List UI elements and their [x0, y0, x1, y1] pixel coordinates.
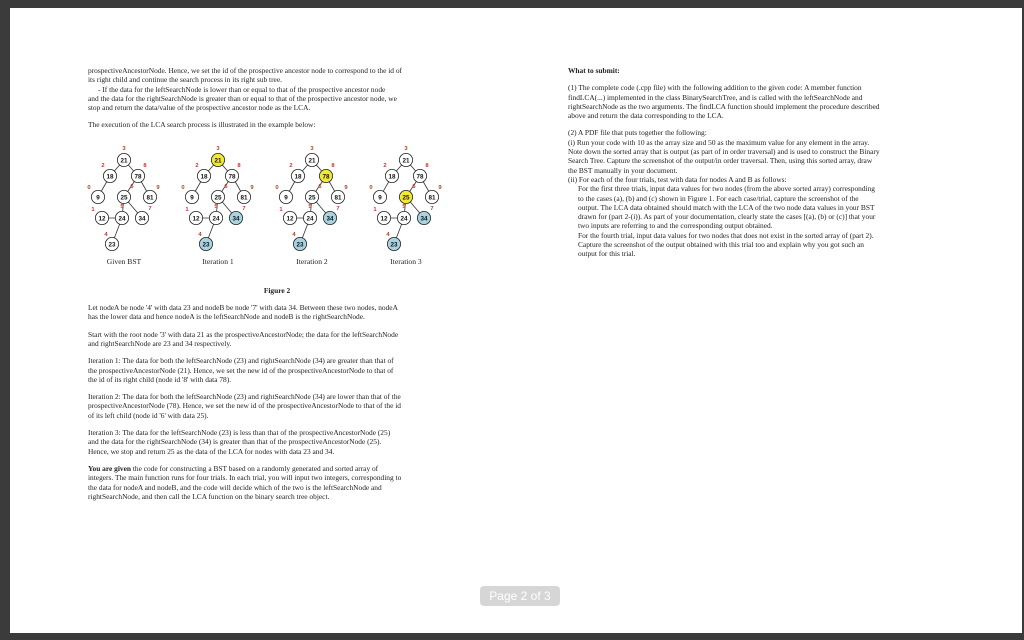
tree-node-value: 21	[120, 157, 128, 165]
tree-node-value: 23	[296, 241, 304, 249]
tree-node-value: 34	[326, 215, 334, 223]
tree-node-id: 0	[275, 184, 279, 191]
tree-node-id: 2	[383, 162, 387, 169]
paragraph: Let nodeA be node '4' with data 23 and nodeB be node '7' with data 34. Between these two nodes, nodeA has the lower data and hence nodeA is the leftSearchNode and nodeB is the rightSearchNode.	[88, 303, 398, 322]
tree-node-id: 5	[308, 203, 312, 210]
paragraph: - If the data for the leftSearchNode is lower than or equal to that of the prospective ancestor node	[98, 84, 386, 94]
right-column	[568, 66, 950, 259]
tree-node-value: 34	[420, 215, 428, 223]
bst-tree	[87, 146, 160, 266]
tree-node-id: 1	[91, 206, 95, 213]
tree-node-id: 7	[148, 205, 152, 212]
tree-label: Given BST	[106, 256, 142, 266]
bst-figure	[88, 136, 466, 286]
tree-node-value: 81	[428, 194, 436, 202]
paragraph: You are given the code for constructing a BST based on a randomly generated and sorted array of integers. The main function runs for four trials. In each trial, you will input two integers, corresponding to the data for nodeA and nodeB, and the code will decide which of the two is the leftSearchNode and rightSearchNode, and then call the LCA function on the binary search tree object.	[88, 463, 402, 501]
tree-node-id: 9	[250, 184, 254, 191]
tree-node-value: 78	[134, 173, 142, 181]
bst-tree	[181, 146, 254, 266]
tree-node-id: 5	[120, 203, 124, 210]
paragraph: and the data for the rightSearchNode is greater than or equal to that of the prospective ancestor node, we stop and return the data/value of the prospective ancestor node as the LCA.	[88, 93, 397, 113]
tree-label: Iteration 2	[296, 256, 328, 266]
tree-node-value: 9	[284, 194, 288, 202]
bst-tree	[275, 146, 348, 266]
tree-node-id: 0	[369, 184, 373, 191]
tree-node-id: 2	[289, 162, 293, 169]
tree-node-value: 81	[240, 194, 248, 202]
tree-label: Iteration 3	[390, 256, 422, 266]
tree-node-id: 4	[386, 231, 390, 238]
tree-node-id: 1	[185, 206, 189, 213]
paragraph: prospectiveAncestorNode. Hence, we set the id of the prospective ancestor node to correspond to the id of its right child and continue the search process in its right sub tree.	[88, 66, 402, 85]
tree-node-value: 12	[380, 215, 388, 223]
tree-node-value: 25	[120, 194, 128, 202]
tree-node-id: 6	[130, 183, 134, 190]
paragraph: For the first three trials, input data values for two nodes (from the above sorted array) corresponding to the cases (a), (b) and (c) shown in Figure 1. For each case/trial, capture the screenshot of the output. The LCA data obtained should match with the LCA of the two node data values in your BST drawn for (part 2-(i)). As part of your documentation, clearly state the cases [(a), (b) or (c)] that your two inputs are referring to and the corresponding output obtained. For the fourth trial, input data values for two nodes that does not exist in the sorted array of (part 2). Capture the screenshot of the output obtained with this trial too and explain why you got such an output for this trial.	[578, 184, 876, 259]
tree-node-id: 9	[438, 184, 442, 191]
tree-node-value: 78	[228, 173, 236, 181]
tree-node-value: 12	[192, 215, 200, 223]
tree-node-id: 7	[430, 205, 434, 212]
tree-node-value: 18	[294, 173, 302, 181]
tree-node-id: 8	[331, 162, 335, 169]
tree-node-id: 9	[344, 184, 348, 191]
tree-node-id: 2	[195, 162, 199, 169]
tree-node-id: 7	[336, 205, 340, 212]
section-heading: What to submit:	[568, 66, 620, 75]
tree-node-id: 5	[214, 203, 218, 210]
tree-node-id: 1	[279, 206, 283, 213]
tree-node-value: 23	[390, 241, 398, 249]
tree-node-id: 1	[373, 206, 377, 213]
paragraph: The execution of the LCA search process is illustrated in the example below:	[88, 120, 316, 130]
tree-node-value: 25	[402, 194, 410, 202]
tree-node-value: 24	[118, 215, 126, 223]
tree-node-value: 9	[378, 194, 382, 202]
tree-node-id: 6	[412, 183, 416, 190]
tree-node-value: 18	[200, 173, 208, 181]
paragraph: Iteration 3: The data for the leftSearchNode (23) is less than that of the prospectiveAncestorNode (25) and the data for the rightSearchNode (34) is greater than that of the prospectiveAncestorNode (25). Hence, we stop and return 25 as the data of the LCA for nodes with data 23 and 34.	[88, 428, 391, 456]
tree-node-id: 6	[224, 183, 228, 190]
tree-node-id: 9	[156, 184, 160, 191]
document-page	[10, 8, 1022, 633]
tree-node-value: 24	[400, 215, 408, 223]
tree-node-id: 0	[181, 184, 185, 191]
tree-node-value: 18	[388, 173, 396, 181]
tree-node-value: 34	[138, 215, 146, 223]
paragraph: Iteration 2: The data for both the leftSearchNode (23) and rightSearchNode (34) are lower than that of the prospectiveAncestorNode (78). Hence, we set the new id of the prospectiveAncestorNode to that of the id of its left child (node id '6' with data 25).	[88, 392, 401, 420]
tree-node-value: 25	[308, 194, 316, 202]
tree-node-id: 8	[143, 162, 147, 169]
tree-node-value: 9	[190, 194, 194, 202]
tree-node-value: 24	[212, 215, 220, 223]
tree-node-value: 21	[214, 157, 222, 165]
tree-node-value: 21	[308, 157, 316, 165]
paragraph: Start with the root node '3' with data 21 as the prospectiveAncestorNode; the data for the leftSearchNode and rightSearchNode are 23 and 34 respectively.	[88, 329, 399, 348]
tree-node-id: 4	[198, 231, 202, 238]
paragraph: (2) A PDF file that puts together the following: (i) Run your code with 10 as the array size and 50 as the maximum value for any element in the array. Note down the sorted array that is output (as part of in order traversal) and is used to construct the Binary Search Tree. Capture the screenshot of the output/in order traversal. Then, using this sorted array, draw the BST manually in your document. (ii) For each of the four trials, test with data for nodes A and B as follows:	[568, 128, 880, 184]
tree-node-value: 78	[322, 173, 330, 181]
tree-label: Iteration 1	[202, 256, 234, 266]
tree-node-value: 21	[402, 157, 410, 165]
tree-node-value: 23	[202, 241, 210, 249]
left-column	[88, 66, 466, 501]
tree-node-value: 24	[306, 215, 314, 223]
tree-node-value: 78	[416, 173, 424, 181]
tree-node-id: 0	[87, 184, 91, 191]
paragraph: Iteration 1: The data for both the leftSearchNode (23) and rightSearchNode (34) are greater than that of the prospectiveAncestorNode (21). Hence, we set the new id of the prospectiveAncestorNode to that of the id of its right child (node id '8' with data 78).	[88, 356, 394, 384]
tree-node-value: 9	[96, 194, 100, 202]
tree-node-id: 5	[402, 203, 406, 210]
tree-node-id: 2	[101, 162, 105, 169]
page-indicator: Page 2 of 3	[480, 586, 560, 606]
tree-node-id: 7	[242, 205, 246, 212]
tree-node-id: 8	[425, 162, 429, 169]
tree-node-id: 3	[310, 145, 314, 152]
tree-node-id: 4	[292, 231, 296, 238]
figure-caption: Figure 2	[263, 285, 291, 295]
paragraph: (1) The complete code (.cpp file) with the following addition to the given code: A member function findLCA(...) implemented in the class BinarySearchTree, and is called with the leftSearchNode and rightSearchNode as the two arguments. The findLCA function should implement the procedure described above and return the data corresponding to the LCA.	[568, 83, 880, 121]
bst-tree	[369, 146, 442, 266]
tree-node-id: 8	[237, 162, 241, 169]
tree-node-id: 3	[404, 145, 408, 152]
tree-node-value: 12	[98, 215, 106, 223]
tree-node-id: 6	[318, 183, 322, 190]
tree-node-id: 3	[122, 145, 126, 152]
tree-node-value: 23	[108, 241, 116, 249]
tree-node-value: 34	[232, 215, 240, 223]
tree-node-value: 81	[334, 194, 342, 202]
tree-node-id: 4	[104, 231, 108, 238]
tree-node-id: 3	[216, 145, 220, 152]
tree-node-value: 18	[106, 173, 114, 181]
tree-node-value: 12	[286, 215, 294, 223]
tree-node-value: 25	[214, 194, 222, 202]
tree-node-value: 81	[146, 194, 154, 202]
bst-diagram	[88, 136, 466, 286]
